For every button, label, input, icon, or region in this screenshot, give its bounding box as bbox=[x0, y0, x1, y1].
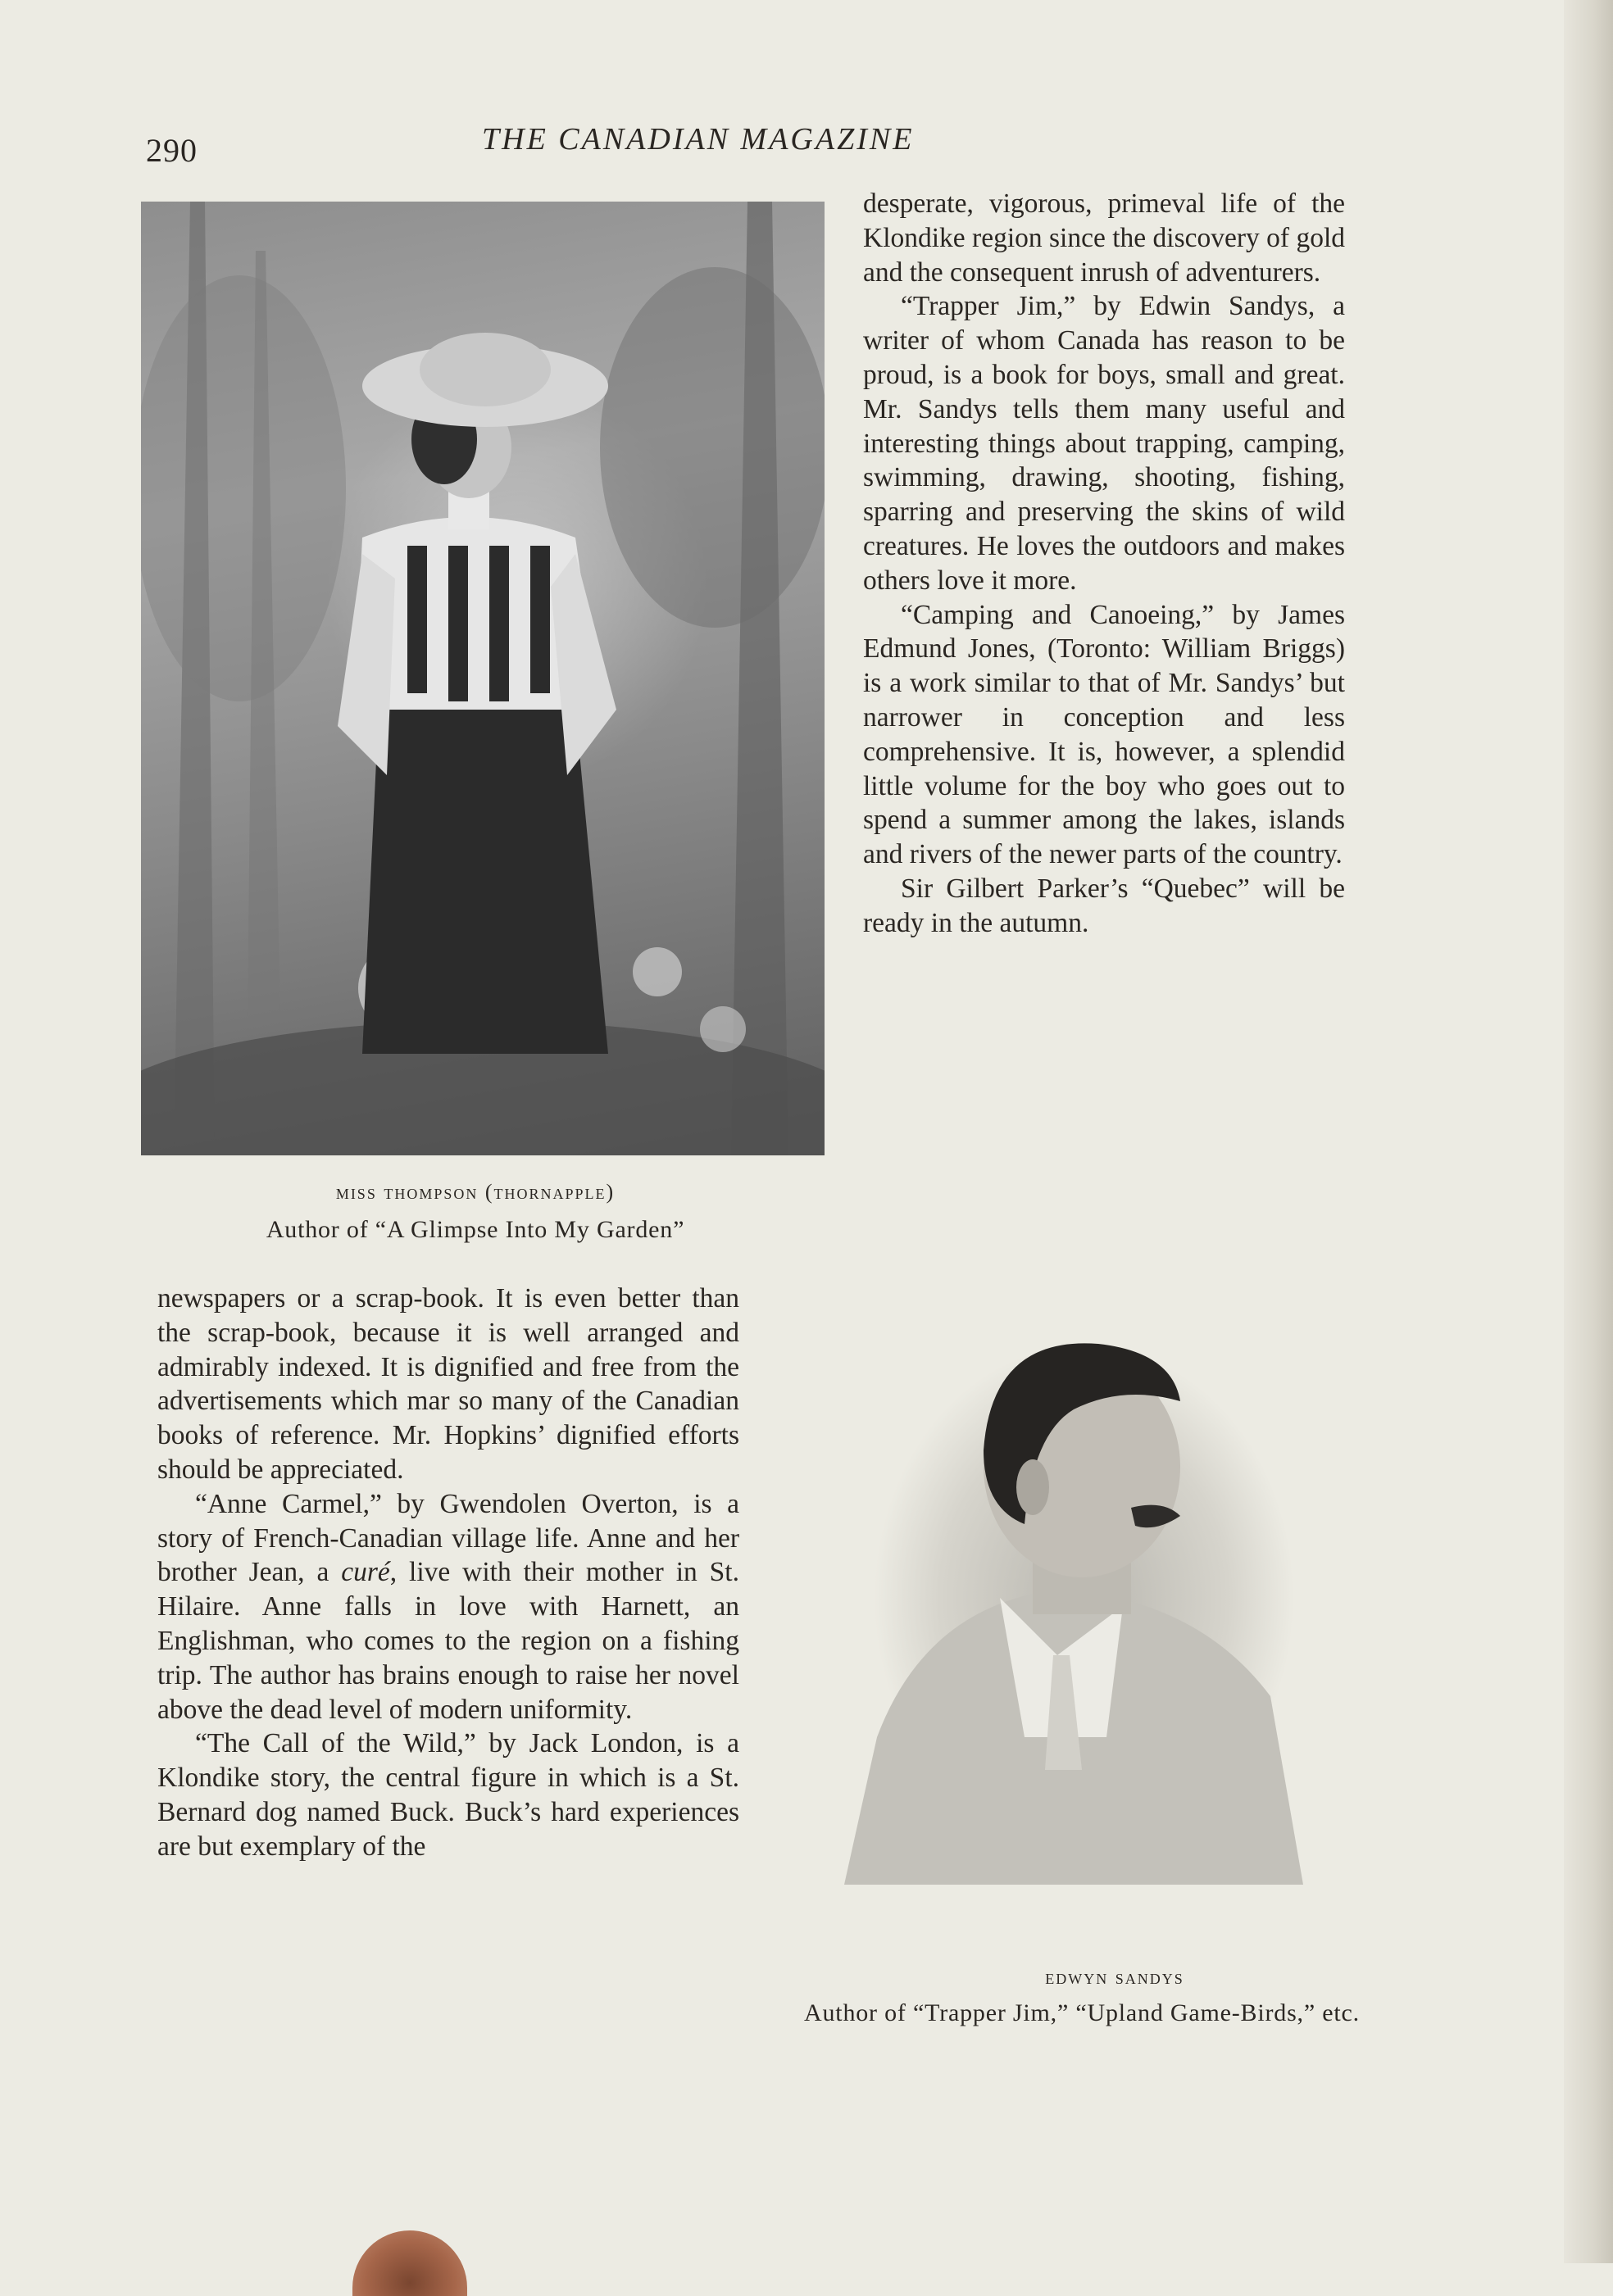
paragraph: Sir Gilbert Parker’s “Quebec” will be ready in the autumn. bbox=[863, 873, 1345, 938]
thumb-shadow bbox=[352, 2230, 467, 2296]
italic-word: curé bbox=[341, 1557, 390, 1588]
caption-thompson-subtitle: Author of “A Glimpse Into My Garden” bbox=[266, 1216, 685, 1243]
running-title: THE CANADIAN MAGAZINE bbox=[482, 122, 915, 157]
page-number: 290 bbox=[146, 132, 198, 169]
photo-edwyn-sandys bbox=[811, 1311, 1336, 1885]
paragraph: newspapers or a scrap-book. It is even better than the scrap-book, because it is well arranged and admirably indexed. It is dignified and free from the advertisements which mar so many of the Canadian books of reference. Mr. Hopkins’ dignified efforts should be appreciated. bbox=[157, 1283, 739, 1485]
paragraph: “Trapper Jim,” by Edwin Sandys, a writer of whom Canada has reason to be proud, is a book for boys, small and great. Mr. Sandys tells them many useful and interesting things about trapping, camping, swimming, drawing, shooting, fishing, sparring and preserving the skins of wild creatures. He loves the outdoors and makes others love it more. bbox=[863, 291, 1345, 596]
paragraph: “The Call of the Wild,” by Jack London, is a Klondike story, the central figure in which is a St. Bernard dog named Buck. Buck’s hard experiences are but exemplary of the bbox=[157, 1728, 739, 1862]
photo-miss-thompson bbox=[141, 202, 825, 1155]
caption-thompson-name: miss thompson (thornapple) bbox=[335, 1180, 616, 1204]
portrait-illustration bbox=[141, 202, 825, 1155]
text-run: , live with their mother in St. Hilaire. Anne falls in love with Harnett, an Englishman, who comes to the region on a fishing trip. The author has brains enough to raise her novel above the dead level of modern uniformity. bbox=[157, 1557, 739, 1725]
paragraph: “Camping and Canoeing,” by James Edmund Jones, (Toronto: William Briggs) is a work similar to that of Mr. Sandys’ but narrower in conception and less comprehensive. It is, however, a splendid little volume for the boy who goes out to spend a summer among the lakes, islands and rivers of the newer parts of the country. bbox=[863, 599, 1345, 870]
caption-sandys-subtitle: Author of “Trapper Jim,” “Upland Game-Birds,” etc. bbox=[804, 1999, 1360, 2026]
left-column-text bbox=[157, 1282, 739, 1864]
portrait-illustration bbox=[811, 1311, 1336, 1885]
caption-sandys-name: edwyn sandys bbox=[1045, 1965, 1184, 1989]
paragraph bbox=[157, 1487, 739, 1727]
page-edge bbox=[1564, 0, 1613, 2263]
paragraph: desperate, vigorous, primeval life of the Klondike region since the discovery of gold and the consequent inrush of adventurers. bbox=[863, 188, 1345, 288]
right-column-text bbox=[863, 187, 1345, 941]
text-run: “Anne Carmel,” by Gwendolen Overton, is a story of French-Canadian village life. Anne and her brother Jean, a bbox=[157, 1488, 739, 1588]
